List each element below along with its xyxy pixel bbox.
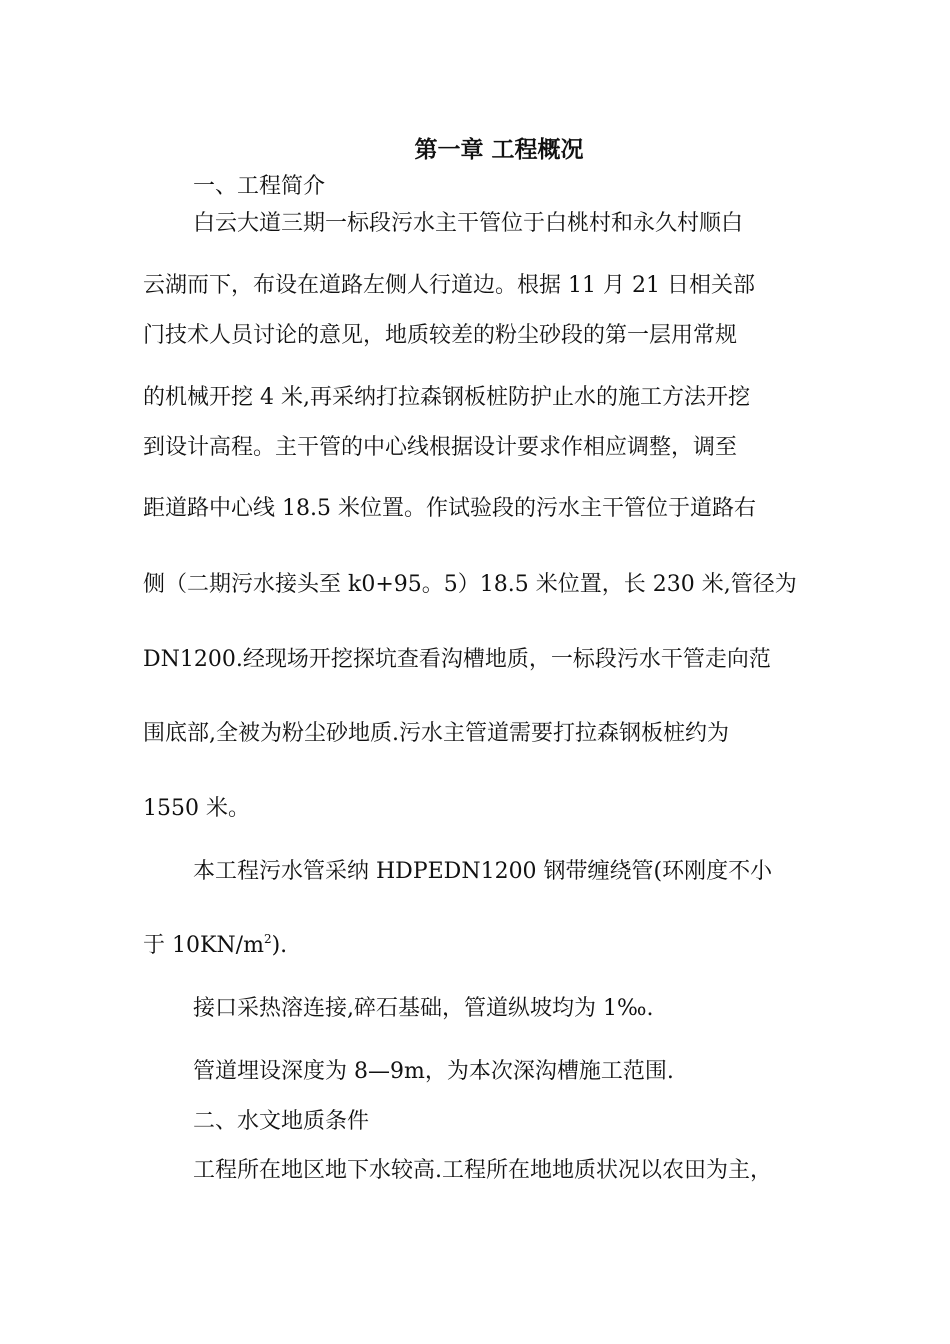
unit-text: 于 10KN/m [143, 933, 264, 958]
paragraph-line: 接口采热溶连接,碎石基础，管道纵坡均为 1‰. [193, 996, 654, 1021]
paragraph-line: 距道路中心线 18.5 米位置。作试验段的污水主干管位于道路右 [143, 496, 756, 521]
paragraph-line: 白云大道三期一标段污水主干管位于白桃村和永久村顺白 [193, 211, 744, 236]
paragraph-line: 工程所在地区地下水较高.工程所在地地质状况以农田为主， [193, 1158, 772, 1183]
paragraph-line: DN1200.经现场开挖探坑查看沟槽地质，一标段污水干管走向范 [143, 647, 771, 672]
paragraph-line: 的机械开挖 4 米,再采纳打拉森钢板桩防护止水的施工方法开挖 [143, 385, 750, 410]
paragraph-line: 侧（二期污水接头至 k0+95。5）18.5 米位置，长 230 米,管径为 [143, 572, 797, 597]
paragraph-line: 门技术人员讨论的意见，地质较差的粉尘砂段的第一层用常规 [143, 323, 738, 348]
unit-text-end: ). [271, 933, 288, 958]
section-heading: 一、工程简介 [193, 174, 326, 199]
paragraph-line: 管道埋设深度为 8—9m，为本次深沟槽施工范围. [193, 1059, 674, 1084]
paragraph-line [143, 929, 287, 965]
paragraph-line: 围底部,全被为粉尘砂地质.污水主管道需要打拉森钢板桩约为 [143, 721, 729, 746]
chapter-title: 第一章 工程概况 [414, 136, 584, 163]
section-heading: 二、水文地质条件 [193, 1109, 370, 1134]
paragraph-line: 到设计高程。主干管的中心线根据设计要求作相应调整，调至 [143, 435, 738, 460]
paragraph-line: 云湖而下，布设在道路左侧人行道边。根据 11 月 21 日相关部 [143, 273, 755, 298]
superscript: 2 [263, 932, 272, 946]
paragraph-line: 本工程污水管采纳 HDPEDN1200 钢带缠绕管(环刚度不小 [193, 859, 773, 884]
paragraph-line: 1550 米。 [143, 796, 250, 821]
